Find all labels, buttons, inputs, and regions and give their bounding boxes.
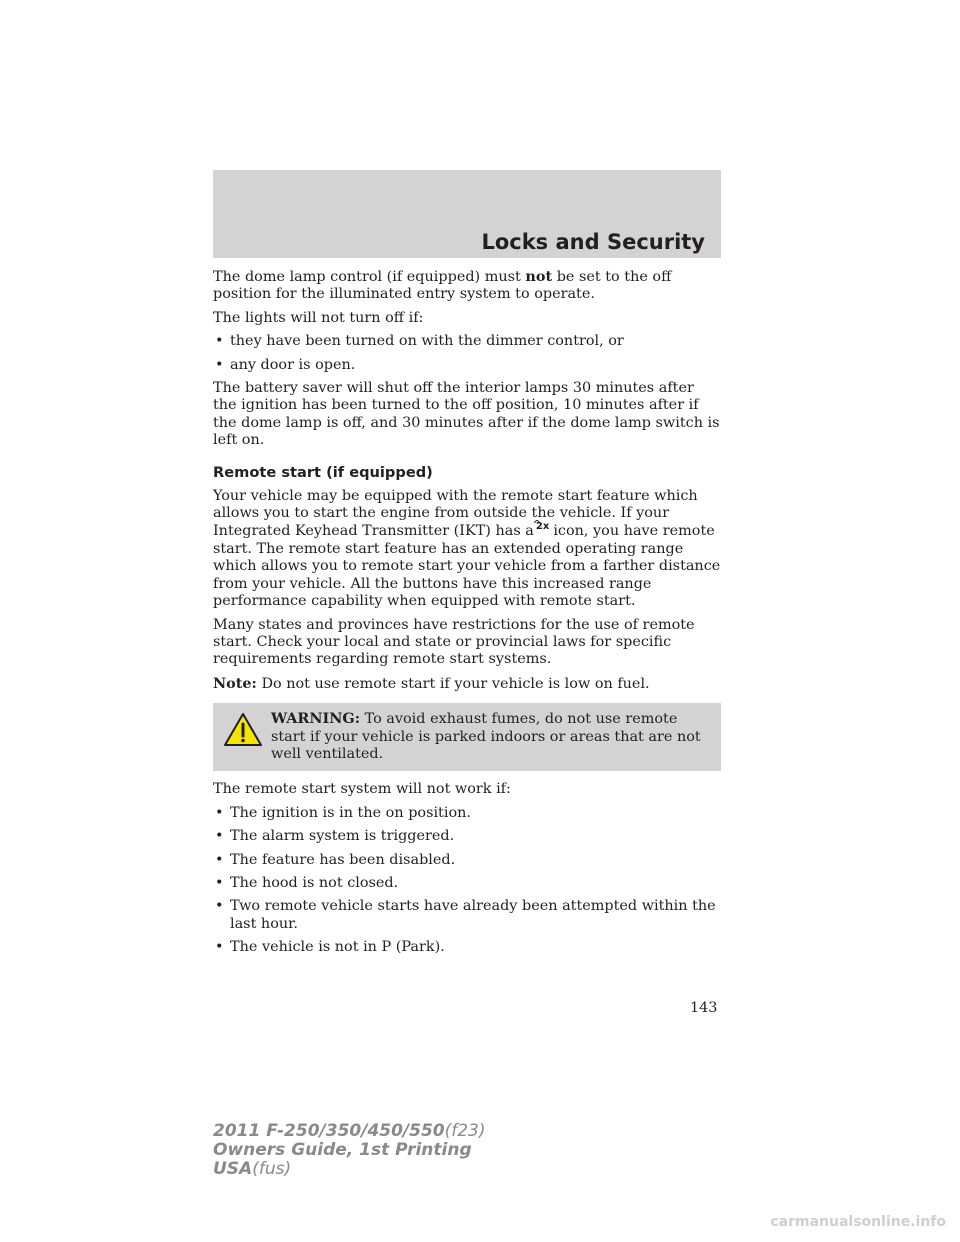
paragraph-battery-saver: The battery saver will shut off the interior lamps 30 minutes after the ignition has been turned to the off position, 10 minutes after if the dome lamp is off, and 30 minutes after if the dome lamp switch is left on. (213, 380, 720, 449)
note-label: Note: (213, 674, 257, 692)
bullet-list-lights (213, 333, 721, 374)
list-item (213, 852, 721, 869)
list-item (213, 875, 721, 892)
list-item (213, 357, 721, 374)
list-item (213, 939, 721, 956)
bullet-list-conditions (213, 805, 721, 957)
section-header-band (213, 170, 721, 258)
list-item (213, 333, 721, 350)
list-item-text: The vehicle is not in P (Park). (230, 939, 445, 956)
footer-line-printing: Owners Guide, 1st Printing (213, 1140, 472, 1160)
bullet-icon: • (215, 356, 224, 373)
list-item-text: Two remote vehicle starts have already been attempted within the last hour. (230, 898, 716, 932)
note-paragraph (213, 675, 721, 693)
footer-line-model (213, 1122, 486, 1141)
paragraph-remote-start-conditions: The remote start system will not work if: (213, 781, 511, 798)
note-text: Do not use remote start if your vehicle is low on fuel. (256, 675, 650, 692)
list-item-text: The hood is not closed. (230, 874, 399, 891)
warning-label: WARNING: (271, 710, 361, 728)
footer-model: 2011 F-250/350/450/550 (213, 1121, 445, 1141)
text-span: icon, you have remote start. The remote start feature has an extended operating range which allows you to remote start your vehicle from a farther distance from your vehicle. All the buttons have this increased range performance capability when equipped with remote start. (213, 523, 721, 610)
footer-region-code: (fus) (252, 1159, 292, 1179)
list-item (213, 898, 721, 933)
list-item-text: The feature has been disabled. (230, 851, 456, 868)
emphasis-not: not (525, 268, 553, 285)
page-number: 143 (690, 1000, 718, 1016)
footer-print-info (213, 1122, 486, 1179)
paragraph-state-laws: Many states and provinces have restrictions for the use of remote start. Check your local and state or provincial laws for specific requirements regarding remote start systems. (213, 616, 695, 668)
warning-box (213, 703, 721, 771)
list-item (213, 828, 721, 845)
list-item-text: they have been turned on with the dimmer control, or (230, 333, 624, 350)
icon-label: 2x (535, 521, 550, 533)
text-span: be set to the off position for the illuminated entry system to operate. (213, 269, 672, 303)
list-item-text: The alarm system is triggered. (230, 828, 455, 845)
warning-triangle-icon (223, 712, 263, 748)
text-span: Your vehicle may be equipped with the remote start feature which allows you to start the engine from outside the vehicle. If your Integrated Keyhead Transmitter (IKT) has a (213, 487, 698, 540)
watermark: carmanualsonline.info (770, 1214, 946, 1230)
footer-region: USA (213, 1159, 253, 1179)
bullet-icon: • (215, 939, 224, 956)
arc-icon (534, 518, 540, 524)
bullet-icon: • (215, 804, 224, 821)
warning-text (217, 710, 715, 763)
list-item-text: The ignition is in the on position. (230, 804, 471, 821)
footer-line-region (213, 1160, 486, 1179)
paragraph-dome-lamp (213, 268, 721, 304)
bullet-icon: • (215, 874, 224, 891)
section-heading-remote-start: Remote start (if equipped) (213, 463, 433, 481)
warning-body: To avoid exhaust fumes, do not use remote start if your vehicle is parked indoors or areas that are not well ventilated. (271, 711, 701, 762)
page-content (213, 268, 721, 963)
bullet-icon: • (215, 333, 224, 350)
remote-start-2x-icon (536, 522, 549, 532)
section-title: Locks and Security (481, 230, 705, 254)
bullet-icon: • (215, 851, 224, 868)
list-item-text: any door is open. (230, 356, 356, 373)
bullet-icon: • (215, 898, 224, 915)
paragraph-lights-condition: The lights will not turn off if: (213, 309, 424, 326)
text-span: The dome lamp control (if equipped) must (213, 269, 526, 285)
footer-model-code: (f23) (444, 1121, 486, 1141)
list-item (213, 805, 721, 822)
paragraph-remote-start-intro (213, 488, 721, 611)
bullet-icon: • (215, 828, 224, 845)
